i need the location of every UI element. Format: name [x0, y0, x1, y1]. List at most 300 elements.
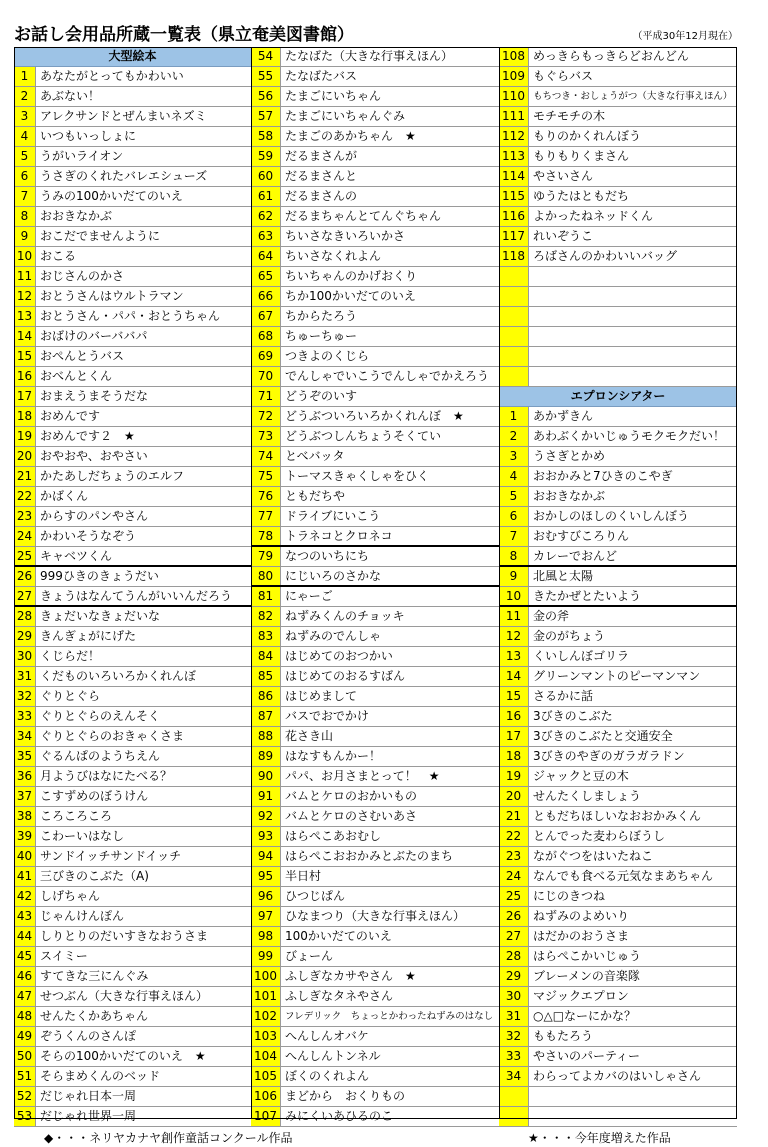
- item-title: ちゅーちゅー: [285, 329, 358, 343]
- item-number: 47: [14, 987, 36, 1006]
- table-row: [14, 687, 251, 707]
- item-title: まどから おくりもの: [285, 1089, 406, 1103]
- table-row: [499, 467, 737, 487]
- item-title: かわいそうなぞう: [40, 529, 137, 543]
- item-title: おまえうまそうだな: [40, 389, 149, 403]
- item-title: こすずめのぼうけん: [40, 789, 149, 803]
- item-title: わらってよカバのはいしゃさん: [533, 1069, 702, 1083]
- item-title: [529, 267, 737, 286]
- table-row: [251, 227, 499, 247]
- item-title: なつのいちにち: [285, 549, 370, 563]
- table-row: [499, 487, 737, 507]
- table-row: [14, 347, 251, 367]
- item-title: だるまさんが: [285, 149, 358, 163]
- table-row: [251, 987, 499, 1007]
- table-row: [251, 967, 499, 987]
- item-number: [499, 347, 529, 366]
- table-row: [14, 1087, 251, 1107]
- item-number: 93: [251, 827, 281, 846]
- item-title: だじゃれ世界一周: [40, 1109, 137, 1123]
- item-title: やさいさん: [533, 169, 594, 183]
- table-row: [499, 887, 737, 907]
- item-number: 13: [14, 307, 36, 326]
- item-title: くだものいろいろかくれんぼ: [40, 669, 197, 683]
- table-row: [14, 127, 251, 147]
- item-title: ふしぎなタネやさん: [285, 989, 394, 1003]
- item-title: ジャックと豆の木: [533, 769, 629, 783]
- table-row: [14, 967, 251, 987]
- item-title: もりもりくまさん: [533, 149, 630, 163]
- item-title: ぐりとぐらのおきゃくさま: [40, 729, 185, 743]
- item-title: なんでも食べる元気なまあちゃん: [533, 869, 714, 883]
- item-number: 32: [14, 687, 36, 706]
- item-number: 45: [14, 947, 36, 966]
- item-title: はじめまして: [285, 689, 358, 703]
- table-row: [251, 547, 499, 567]
- table-row: [251, 647, 499, 667]
- item-number: 17: [14, 387, 36, 406]
- item-number: 15: [14, 347, 36, 366]
- item-number: 27: [14, 587, 36, 605]
- item-number: 22: [499, 827, 529, 846]
- item-number: 105: [251, 1067, 281, 1086]
- item-title: ひつじぱん: [285, 889, 346, 903]
- item-title: うさぎとかめ: [533, 449, 606, 463]
- item-number: 43: [14, 907, 36, 926]
- table-row: [499, 227, 737, 247]
- item-title: かたあしだちょうのエルフ: [40, 469, 185, 483]
- table-row: [499, 127, 737, 147]
- table-row: [499, 147, 737, 167]
- item-number: 76: [251, 487, 281, 506]
- item-title: 3びきのこぶたと交通安全: [533, 729, 673, 743]
- item-number: 85: [251, 667, 281, 686]
- table-row: [499, 167, 737, 187]
- item-number: 117: [499, 227, 529, 246]
- item-number: 8: [499, 547, 529, 565]
- table-row: [251, 907, 499, 927]
- item-number: 25: [499, 887, 529, 906]
- item-number: 21: [499, 807, 529, 826]
- table-row: [499, 947, 737, 967]
- item-number: 53: [14, 1107, 36, 1126]
- item-title: はらぺこかいじゅう: [533, 949, 642, 963]
- table-row: [14, 987, 251, 1007]
- item-number: 89: [251, 747, 281, 766]
- table-row: [14, 507, 251, 527]
- table-row: [251, 467, 499, 487]
- item-number: 103: [251, 1027, 281, 1046]
- item-number: 50: [14, 1047, 36, 1066]
- item-title: ねずみのよめいり: [533, 909, 630, 923]
- item-number: 2: [499, 427, 529, 446]
- item-title: はなすもんかー！: [285, 749, 382, 763]
- table-row: [499, 447, 737, 467]
- item-title: 金のがちょう: [533, 629, 606, 643]
- item-title: ねずみくんのチョッキ: [285, 609, 405, 623]
- table-row: [499, 347, 737, 367]
- table-row: [499, 747, 737, 767]
- item-title: はじめてのおるすばん: [285, 669, 406, 683]
- table-row: [251, 207, 499, 227]
- table-row: [251, 527, 499, 547]
- item-title: 3びきのこぶた: [533, 709, 613, 723]
- item-number: 83: [251, 627, 281, 646]
- item-title: はらぺこおおかみとぶたのまち: [285, 849, 454, 863]
- item-title: そらまめくんのベッド: [40, 1069, 161, 1083]
- item-title: ももたろう: [533, 1029, 594, 1043]
- table-row: [251, 767, 499, 787]
- item-number: 33: [499, 1047, 529, 1066]
- table-row: [251, 687, 499, 707]
- item-title: ねずみのでんしゃ: [285, 629, 382, 643]
- table-row: [499, 507, 737, 527]
- item-number: 23: [14, 507, 36, 526]
- item-number: 79: [251, 547, 281, 566]
- item-number: 27: [499, 927, 529, 946]
- item-title: バムとケロのおかいもの: [285, 789, 418, 803]
- table-row: [251, 887, 499, 907]
- item-title: にゃーご: [285, 589, 333, 603]
- table-row: [14, 907, 251, 927]
- table-row: [499, 907, 737, 927]
- table-row: [251, 1087, 499, 1107]
- item-title: グリーンマントのピーマンマン: [533, 669, 701, 683]
- item-title: もぐらバス: [533, 69, 594, 83]
- item-title: もちつき・おしょうがつ（大きな行事えほん）: [533, 91, 733, 102]
- item-number: 63: [251, 227, 281, 246]
- item-title: [529, 367, 737, 386]
- table-row: [251, 107, 499, 127]
- item-title: ぐりとぐらのえんそく: [40, 709, 161, 723]
- item-title: あなたがとってもかわいい: [40, 69, 184, 83]
- item-number: 28: [14, 607, 36, 626]
- item-number: 40: [14, 847, 36, 866]
- item-number: 37: [14, 787, 36, 806]
- item-title: はじめてのおつかい: [285, 649, 393, 663]
- item-number: [499, 287, 529, 306]
- table-row: [499, 967, 737, 987]
- item-title: きょうはなんてうんがいいんだろう: [40, 589, 233, 603]
- item-number: 41: [14, 867, 36, 886]
- table-row: [251, 67, 499, 87]
- table-row: [499, 847, 737, 867]
- item-number: 71: [251, 387, 281, 406]
- table-row: [251, 807, 499, 827]
- item-number: 26: [499, 907, 529, 926]
- table-row: [251, 667, 499, 687]
- item-title: アレクサンドとぜんまいネズミ: [40, 109, 207, 123]
- item-title: おやおや、おやさい: [40, 449, 148, 463]
- item-number: 18: [499, 747, 529, 766]
- item-number: 84: [251, 647, 281, 666]
- table-row: [499, 987, 737, 1007]
- item-title: スイミー: [40, 949, 88, 963]
- item-title: とんでった麦わらぼうし: [533, 829, 666, 843]
- item-title: だるまさんと: [285, 169, 358, 183]
- item-number: 19: [499, 767, 529, 786]
- item-title: しりとりのだいすきなおうさま: [40, 929, 209, 943]
- item-number: 7: [14, 187, 36, 206]
- item-number: 115: [499, 187, 529, 206]
- table-row: [499, 207, 737, 227]
- item-title: ろばさんのかわいいバッグ: [533, 249, 678, 263]
- table-row: [251, 267, 499, 287]
- item-number: 73: [251, 427, 281, 446]
- item-number: 107: [251, 1107, 281, 1126]
- page-title: お話し会用品所蔵一覧表（県立奄美図書館）: [14, 25, 354, 45]
- item-title: つきよのくじら: [285, 349, 370, 363]
- table-row: [499, 647, 737, 667]
- table-row: [14, 1047, 251, 1067]
- table-row: [499, 1007, 737, 1027]
- item-number: 65: [251, 267, 281, 286]
- item-title: たなばた（大きな行事えほん）: [285, 49, 454, 63]
- item-number: 56: [251, 87, 281, 106]
- table-row: [499, 867, 737, 887]
- table-row: [499, 707, 737, 727]
- item-title: おぺんとうバス: [40, 349, 125, 363]
- table-row: [14, 867, 251, 887]
- table-row: [251, 127, 499, 147]
- table-row: [499, 587, 737, 607]
- item-number: 34: [499, 1067, 529, 1086]
- table-row: [14, 727, 251, 747]
- item-number: 64: [251, 247, 281, 266]
- item-number: 10: [14, 247, 36, 266]
- item-title: からすのパンやさん: [40, 509, 149, 523]
- item-number: 34: [14, 727, 36, 746]
- table-row: [14, 327, 251, 347]
- item-title: へんしんトンネル: [285, 1049, 381, 1063]
- item-title: こわーいはなし: [40, 829, 125, 843]
- table-row: [14, 747, 251, 767]
- as-of-date: （平成30年12月現在）: [632, 31, 738, 42]
- item-title: ぼくのくれよん: [285, 1069, 370, 1083]
- section-header-apron-theater: エプロンシアター: [499, 387, 737, 407]
- item-title: ぞうくんのさんぽ: [40, 1029, 137, 1043]
- item-title: カレーでおんど: [533, 549, 618, 563]
- table-row: [251, 1027, 499, 1047]
- item-number: 110: [499, 87, 529, 106]
- item-number: 80: [251, 567, 281, 585]
- item-title: [529, 327, 737, 346]
- item-title: でんしゃでいこうでんしゃでかえろう: [285, 369, 490, 383]
- table-row: [14, 587, 251, 607]
- item-number: 68: [251, 327, 281, 346]
- item-number: 19: [14, 427, 36, 446]
- item-number: 61: [251, 187, 281, 206]
- item-number: 21: [14, 467, 36, 486]
- item-title: いつもいっしょに: [40, 129, 137, 143]
- table-row: [251, 847, 499, 867]
- item-title: バスでおでかけ: [285, 709, 369, 723]
- item-number: 46: [14, 967, 36, 986]
- item-number: 100: [251, 967, 281, 986]
- table-row: [251, 147, 499, 167]
- item-number: 62: [251, 207, 281, 226]
- table-row: [251, 727, 499, 747]
- item-title: くいしんぼゴリラ: [533, 649, 630, 663]
- item-number: 87: [251, 707, 281, 726]
- item-number: 67: [251, 307, 281, 326]
- item-title: 100かいだてのいえ: [285, 929, 392, 943]
- item-title: ふしぎなカサやさん ★: [285, 969, 416, 983]
- item-number: 26: [14, 567, 36, 586]
- item-title: とべバッタ: [285, 449, 345, 463]
- item-number: 118: [499, 247, 529, 266]
- item-title: トーマスきゃくしゃをひく: [285, 469, 430, 483]
- item-number: 90: [251, 767, 281, 786]
- table-row: [14, 167, 251, 187]
- item-title: おばけのバーババパ: [40, 329, 148, 343]
- item-title: 月ようびはなにたべる？: [40, 769, 173, 783]
- item-title: おおかみと7ひきのこやぎ: [533, 469, 673, 483]
- table-row: [251, 747, 499, 767]
- table-row: [251, 347, 499, 367]
- table-row: [14, 1007, 251, 1027]
- table-row: [14, 247, 251, 267]
- item-title: モチモチの木: [533, 109, 606, 123]
- table-row: [251, 327, 499, 347]
- item-number: 7: [499, 527, 529, 546]
- item-title: せんたくかあちゃん: [40, 1009, 149, 1023]
- item-number: 113: [499, 147, 529, 166]
- item-title: ともだちや: [285, 489, 346, 503]
- table-row: [499, 567, 737, 587]
- item-title: せつぶん（大きな行事えほん）: [40, 989, 209, 1003]
- table-row: [251, 307, 499, 327]
- table-row: [14, 607, 251, 627]
- item-title: ○△□なーにかな？: [533, 1009, 637, 1023]
- item-title: ゆうたはともだち: [533, 189, 630, 203]
- item-title: だるまさんの: [285, 189, 358, 203]
- item-number: 51: [14, 1067, 36, 1086]
- item-title: ちいちゃんのかげおくり: [285, 269, 418, 283]
- table-row: [499, 667, 737, 687]
- table-row: [14, 827, 251, 847]
- item-number: 24: [14, 527, 36, 546]
- table-row: [499, 327, 737, 347]
- table-row: [14, 647, 251, 667]
- table-row: [14, 467, 251, 487]
- table-row: [499, 787, 737, 807]
- table-row: [14, 787, 251, 807]
- table-row: [251, 507, 499, 527]
- item-title: あわぶくかいじゅうモクモクだい！: [533, 429, 726, 443]
- table-row: [251, 287, 499, 307]
- table-row: [14, 447, 251, 467]
- item-title: ちか100かいだてのいえ: [285, 289, 416, 303]
- table-row: [14, 847, 251, 867]
- table-row: [14, 767, 251, 787]
- item-title: うがいライオン: [40, 149, 124, 163]
- item-title: よかったねネッドくん: [533, 209, 654, 223]
- table-row: [251, 607, 499, 627]
- table-row: [14, 627, 251, 647]
- table-row: [499, 827, 737, 847]
- table-row: [251, 1047, 499, 1067]
- item-number: 114: [499, 167, 529, 186]
- item-number: 15: [499, 687, 529, 706]
- item-number: 108: [499, 47, 529, 66]
- item-number: 95: [251, 867, 281, 886]
- item-number: 59: [251, 147, 281, 166]
- table-row: [14, 487, 251, 507]
- item-number: 112: [499, 127, 529, 146]
- table-row: [251, 1007, 499, 1027]
- item-title: しげちゃん: [40, 889, 101, 903]
- item-title: どうぞのいす: [285, 389, 358, 403]
- item-title: 半日村: [285, 869, 322, 883]
- item-title: さるかに話: [533, 689, 594, 703]
- item-number: 22: [14, 487, 36, 506]
- item-title: ブレーメンの音楽隊: [533, 969, 640, 983]
- item-title: 999ひきのきょうだい: [40, 569, 159, 583]
- legend-diamond: ◆・・・ネリヤカナヤ創作童話コンクール作品: [44, 1131, 293, 1145]
- item-number: 82: [251, 607, 281, 626]
- item-title: 北風と太陽: [533, 569, 594, 583]
- item-number: 97: [251, 907, 281, 926]
- table-row: [499, 307, 737, 327]
- table-row: [14, 1027, 251, 1047]
- item-title: にじいろのさかな: [285, 569, 382, 583]
- item-title: トラネコとクロネコ: [285, 529, 393, 543]
- item-number: 31: [14, 667, 36, 686]
- item-number: 16: [499, 707, 529, 726]
- item-number: 20: [499, 787, 529, 806]
- item-title: あかずきん: [533, 409, 594, 423]
- item-number: 92: [251, 807, 281, 826]
- item-number: 11: [14, 267, 36, 286]
- item-title: おべんとくん: [40, 369, 113, 383]
- item-title: やさいのパーティー: [533, 1049, 641, 1063]
- item-number: 5: [14, 147, 36, 166]
- item-title: たまごにいちゃん: [285, 89, 382, 103]
- item-number: 75: [251, 467, 281, 486]
- item-number: 1: [14, 67, 36, 86]
- item-title: ぐりとぐら: [40, 689, 101, 703]
- item-number: 9: [499, 567, 529, 586]
- table-row: [251, 1107, 499, 1127]
- item-number: 13: [499, 647, 529, 666]
- item-number: 66: [251, 287, 281, 306]
- item-number: 4: [499, 467, 529, 486]
- item-title: [529, 1107, 737, 1126]
- item-title: びょーん: [285, 949, 334, 963]
- item-title: きょだいなきょだいな: [40, 609, 161, 623]
- table-row: [499, 187, 737, 207]
- item-title: 金の斧: [533, 609, 570, 623]
- item-title: おおきなかぶ: [40, 209, 113, 223]
- item-number: 111: [499, 107, 529, 126]
- item-number: 42: [14, 887, 36, 906]
- item-number: 33: [14, 707, 36, 726]
- table-row: [499, 927, 737, 947]
- item-number: 5: [499, 487, 529, 506]
- holdings-table: [14, 47, 737, 1123]
- item-title: おじさんのかさ: [40, 269, 125, 283]
- item-title: おおきなかぶ: [533, 489, 606, 503]
- item-number: [499, 1087, 529, 1106]
- item-title: どうぶつしんちょうそくてい: [285, 429, 442, 443]
- item-number: 91: [251, 787, 281, 806]
- column-divider: [251, 47, 252, 1119]
- item-title: ぐるんぱのようちえん: [40, 749, 161, 763]
- column-3: [499, 47, 737, 1119]
- table-row: [14, 67, 251, 87]
- table-row: [14, 367, 251, 387]
